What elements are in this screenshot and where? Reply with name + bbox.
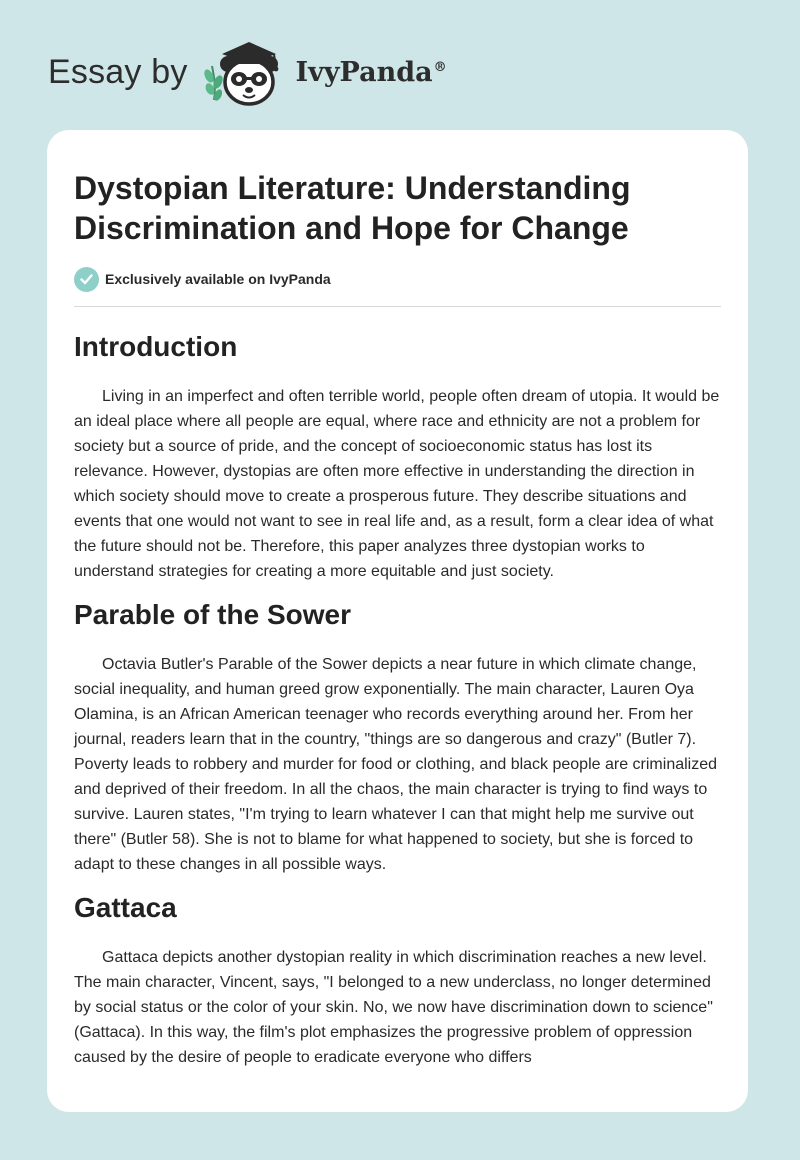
check-icon <box>74 267 99 292</box>
essay-title: Dystopian Literature: Understanding Discrimination and Hope for Change <box>74 170 631 246</box>
leaf-icon <box>202 66 224 102</box>
section-paragraph-parable: Octavia Butler's Parable of the Sower depicts a near future in which climate change, social inequality, and human greed grow exponentially. The main character, Lauren Oya Olamina, is an African American teenager who records everything around her. From her journal, readers learn that in the country, "things are so dangerous and crazy" (Butler 7). Poverty leads to robbery and murder for food or clothing, and black people are criminalized and deprived of their freedom. In all the chaos, the main character is trying to find ways to survive. Lauren states, "I'm trying to learn whatever I can that might help me survive out there" (Butler 58). She is not to blame for what happened to society, but she is forced to adapt to these changes in all possible ways. <box>74 656 718 873</box>
site-header <box>48 36 447 108</box>
trademark-symbol: ® <box>433 59 447 75</box>
exclusive-badge <box>74 266 721 292</box>
essay-card <box>47 130 748 1112</box>
section-heading-introduction: Introduction <box>74 331 238 362</box>
section-paragraph-gattaca: Gattaca depicts another dystopian reality in which discrimination reaches a new level. The main character, Vincent, says, "I belonged to a new underclass, no longer determined by social status or the color of your skin. No, we now have discrimination down to science" (Gattaca). In this way, the film's plot emphasizes the progressive problem of oppression caused by the desire of people to eradicate everyone who differs <box>74 949 713 1066</box>
divider <box>74 306 721 307</box>
brand-name[interactable]: IvyPanda® <box>295 56 447 88</box>
section-paragraph-introduction: Living in an imperfect and often terrible world, people often dream of utopia. It would be an ideal place where all people are equal, where race and ethnicity are not a problem for society but a source of pride, and the concept of socioeconomic status has lost its relevance. However, dystopias are often more effective in understanding the direction in which society should move to create a prosperous future. They describe situations and events that one would not want to see in real life and, as a result, form a clear idea of what the future should not be. Therefore, this paper analyzes three dystopian works to understand strategies for creating a more equitable and just society. <box>74 388 720 580</box>
section-heading-gattaca: Gattaca <box>74 892 177 923</box>
panda-logo-icon[interactable] <box>200 36 292 108</box>
essay-by-label: Essay by <box>48 53 188 91</box>
section-heading-parable: Parable of the Sower <box>74 599 351 630</box>
badge-label: Exclusively available on IvyPanda <box>105 271 331 287</box>
